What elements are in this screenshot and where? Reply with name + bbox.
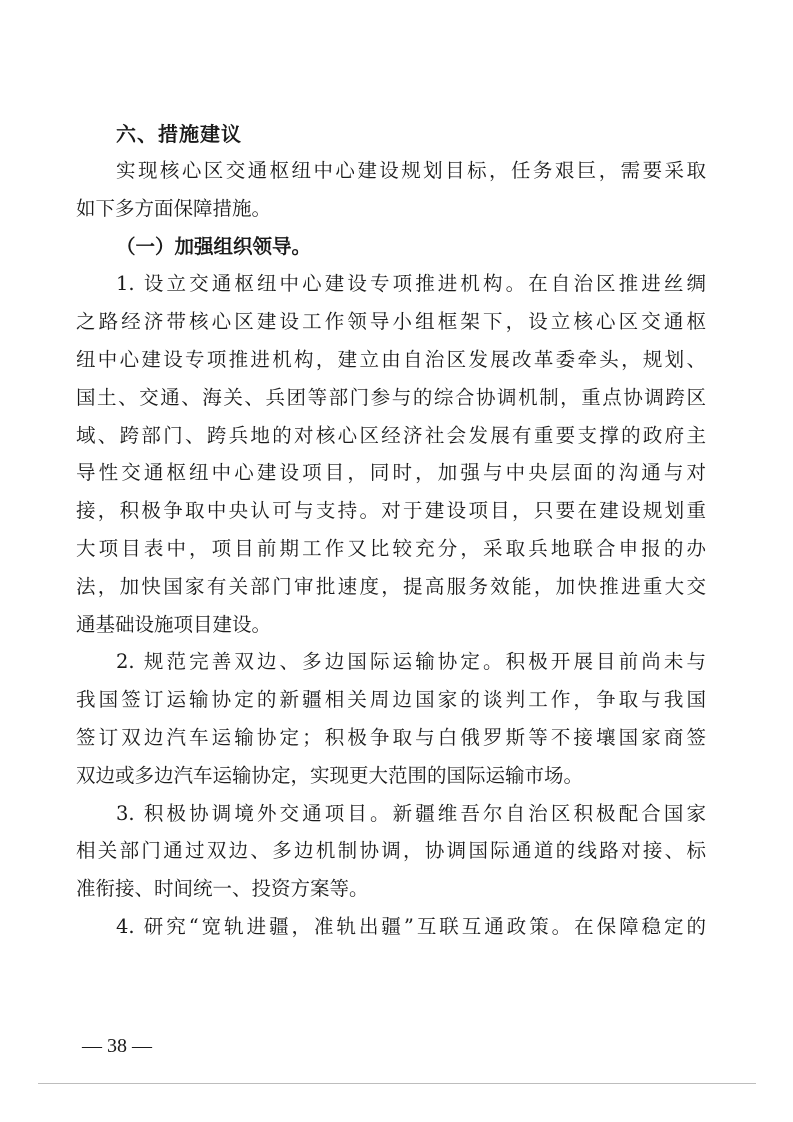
section-heading: 六、措施建议: [116, 122, 242, 146]
text-line: 纽中心建设专项推进机构，建立由自治区发展改革委牵头，规划、: [76, 347, 706, 371]
text-line: 接，积极争取中央认可与支持。对于建设项目，只要在建设规划重: [76, 499, 706, 523]
document-body: [76, 152, 706, 946]
text-line: 导性交通枢纽中心建设项目，同时，加强与中央层面的沟通与对: [76, 461, 706, 485]
paragraph-item-2: [76, 643, 706, 794]
paragraph-intro: [76, 152, 706, 228]
text-line: 之路经济带核心区建设工作领导小组框架下，设立核心区交通枢: [76, 310, 706, 334]
text-line: 通基础设施项目建设。: [76, 612, 272, 636]
text-line: 大项目表中，项目前期工作又比较充分，采取兵地联合申报的办: [76, 536, 706, 560]
footer-divider: [38, 1083, 756, 1084]
text-line: 1. 设立交通枢纽中心建设专项推进机构。在自治区推进丝绸: [116, 272, 706, 296]
subsection-heading: [76, 228, 706, 266]
text-line: 2. 规范完善双边、多边国际运输协定。积极开展目前尚未与: [116, 650, 706, 674]
text-line: （一）加强组织领导。: [116, 234, 312, 258]
text-line: 3. 积极协调境外交通项目。新疆维吾尔自治区积极配合国家: [116, 801, 706, 825]
text-line: 签订双边汽车运输协定；积极争取与白俄罗斯等不接壤国家商签: [76, 725, 706, 749]
paragraph-item-4: [76, 908, 706, 946]
text-line: 4. 研究“宽轨进疆，准轨出疆”互联互通政策。在保障稳定的: [116, 914, 706, 938]
text-line: 国土、交通、海关、兵团等部门参与的综合协调机制，重点协调跨区: [76, 385, 706, 409]
page-number: — 38 —: [82, 1035, 152, 1057]
text-line: 我国签订运输协定的新疆相关周边国家的谈判工作，争取与我国: [76, 688, 706, 712]
text-line: 实现核心区交通枢纽中心建设规划目标，任务艰巨，需要采取: [116, 159, 706, 182]
paragraph-item-3: [76, 795, 706, 908]
text-line: 域、跨部门、跨兵地的对核心区经济社会发展有重要支撑的政府主: [76, 423, 706, 447]
text-line: 如下多方面保障措施。: [76, 196, 272, 220]
text-line: 双边或多边汽车运输协定，实现更大范围的国际运输市场。: [76, 763, 584, 787]
text-line: 法，加快国家有关部门审批速度，提高服务效能，加快推进重大交: [76, 574, 706, 598]
paragraph-item-1: [76, 265, 706, 643]
text-line: 相关部门通过双边、多边机制协调，协调国际通道的线路对接、标: [76, 839, 706, 863]
text-line: 准衔接、时间统一、投资方案等。: [76, 877, 369, 901]
